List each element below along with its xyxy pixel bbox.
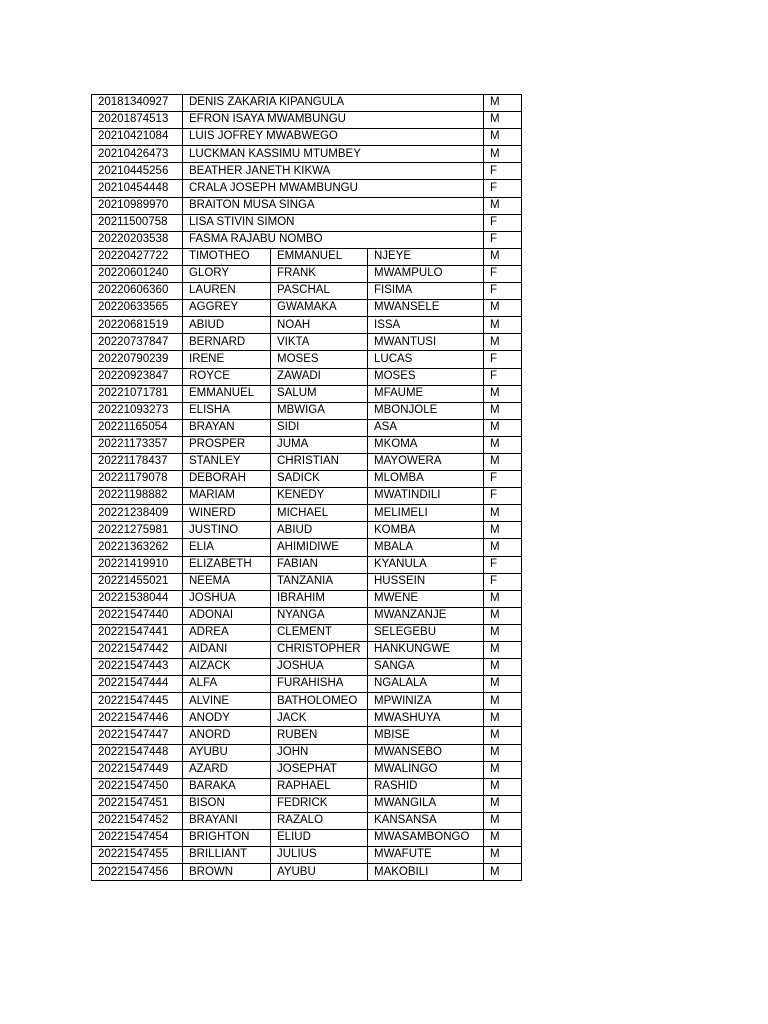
full-name-cell: LUIS JOFREY MWABWEGO <box>183 129 484 146</box>
middle-name-cell: FURAHISHA <box>271 676 368 693</box>
table-row <box>92 351 522 368</box>
middle-name-cell: FABIAN <box>271 556 368 573</box>
table-row <box>92 471 522 488</box>
first-name-cell: ROYCE <box>183 368 271 385</box>
table-row <box>92 505 522 522</box>
first-name-cell: ELIZABETH <box>183 556 271 573</box>
first-name-cell: IRENE <box>183 351 271 368</box>
first-name-cell: ADREA <box>183 624 271 641</box>
middle-name-cell: CHRISTIAN <box>271 453 368 470</box>
middle-name-cell: PASCHAL <box>271 283 368 300</box>
gender-cell: M <box>484 197 522 214</box>
gender-cell: M <box>484 642 522 659</box>
gender-cell: M <box>484 248 522 265</box>
first-name-cell: ABIUD <box>183 317 271 334</box>
gender-cell: F <box>484 265 522 282</box>
gender-cell: M <box>484 436 522 453</box>
middle-name-cell: MICHAEL <box>271 505 368 522</box>
gender-cell: M <box>484 419 522 436</box>
table-row <box>92 847 522 864</box>
gender-cell: F <box>484 368 522 385</box>
gender-cell: M <box>484 590 522 607</box>
full-name-cell: BEATHER JANETH KIKWA <box>183 163 484 180</box>
last-name-cell: MWANZANJE <box>368 607 484 624</box>
last-name-cell: ISSA <box>368 317 484 334</box>
middle-name-cell: JOHN <box>271 744 368 761</box>
table-row <box>92 317 522 334</box>
first-name-cell: TIMOTHEO <box>183 248 271 265</box>
registration-number-cell: 20221275981 <box>92 522 183 539</box>
gender-cell: M <box>484 795 522 812</box>
full-name-cell: FASMA RAJABU NOMBO <box>183 231 484 248</box>
table-row <box>92 676 522 693</box>
registration-number-cell: 20221547454 <box>92 830 183 847</box>
last-name-cell: MKOMA <box>368 436 484 453</box>
registration-number-cell: 20221198882 <box>92 488 183 505</box>
table-row <box>92 795 522 812</box>
middle-name-cell: CHRISTOPHER <box>271 642 368 659</box>
registration-number-cell: 20220427722 <box>92 248 183 265</box>
table-row <box>92 300 522 317</box>
last-name-cell: MBONJOLE <box>368 402 484 419</box>
middle-name-cell: BATHOLOMEO <box>271 693 368 710</box>
table-row <box>92 539 522 556</box>
middle-name-cell: SADICK <box>271 471 368 488</box>
registration-number-cell: 20220681519 <box>92 317 183 334</box>
last-name-cell: SANGA <box>368 659 484 676</box>
registration-number-cell: 20221547446 <box>92 710 183 727</box>
table-row <box>92 368 522 385</box>
first-name-cell: WINERD <box>183 505 271 522</box>
gender-cell: M <box>484 95 522 112</box>
table-row <box>92 761 522 778</box>
last-name-cell: MWAMPULO <box>368 265 484 282</box>
table-row <box>92 727 522 744</box>
last-name-cell: MWASHUYA <box>368 710 484 727</box>
first-name-cell: AIDANI <box>183 642 271 659</box>
full-name-cell: DENIS ZAKARIA KIPANGULA <box>183 95 484 112</box>
gender-cell: F <box>484 488 522 505</box>
last-name-cell: ASA <box>368 419 484 436</box>
last-name-cell: MAKOBILI <box>368 864 484 881</box>
first-name-cell: BARAKA <box>183 778 271 795</box>
table-row <box>92 573 522 590</box>
table-row <box>92 214 522 231</box>
first-name-cell: BROWN <box>183 864 271 881</box>
middle-name-cell: ABIUD <box>271 522 368 539</box>
middle-name-cell: AYUBU <box>271 864 368 881</box>
gender-cell: M <box>484 334 522 351</box>
table-row <box>92 453 522 470</box>
full-name-cell: EFRON ISAYA MWAMBUNGU <box>183 112 484 129</box>
registration-number-cell: 20221547449 <box>92 761 183 778</box>
middle-name-cell: JOSEPHAT <box>271 761 368 778</box>
last-name-cell: MAYOWERA <box>368 453 484 470</box>
table-row <box>92 607 522 624</box>
table-row <box>92 778 522 795</box>
first-name-cell: ADONAI <box>183 607 271 624</box>
gender-cell: M <box>484 453 522 470</box>
table-row <box>92 283 522 300</box>
last-name-cell: KOMBA <box>368 522 484 539</box>
first-name-cell: JUSTINO <box>183 522 271 539</box>
table-row <box>92 488 522 505</box>
first-name-cell: ALVINE <box>183 693 271 710</box>
table-row <box>92 112 522 129</box>
first-name-cell: ANORD <box>183 727 271 744</box>
table-row <box>92 624 522 641</box>
registration-number-cell: 20221547451 <box>92 795 183 812</box>
gender-cell: M <box>484 522 522 539</box>
middle-name-cell: GWAMAKA <box>271 300 368 317</box>
registration-number-cell: 20221178437 <box>92 453 183 470</box>
registration-number-cell: 20211500758 <box>92 214 183 231</box>
last-name-cell: MELIMELI <box>368 505 484 522</box>
registration-number-cell: 20220633565 <box>92 300 183 317</box>
first-name-cell: GLORY <box>183 265 271 282</box>
table-row <box>92 180 522 197</box>
gender-cell: F <box>484 556 522 573</box>
last-name-cell: NJEYE <box>368 248 484 265</box>
full-name-cell: BRAITON MUSA SINGA <box>183 197 484 214</box>
middle-name-cell: SALUM <box>271 385 368 402</box>
last-name-cell: SELEGEBU <box>368 624 484 641</box>
last-name-cell: MWASAMBONGO <box>368 830 484 847</box>
gender-cell: M <box>484 402 522 419</box>
gender-cell: M <box>484 539 522 556</box>
registration-number-cell: 20221455021 <box>92 573 183 590</box>
registration-number-cell: 20221547455 <box>92 847 183 864</box>
gender-cell: M <box>484 812 522 829</box>
table-row <box>92 402 522 419</box>
registration-number-cell: 20221165054 <box>92 419 183 436</box>
registration-number-cell: 20210445256 <box>92 163 183 180</box>
middle-name-cell: SIDI <box>271 419 368 436</box>
table-row <box>92 642 522 659</box>
table-row <box>92 129 522 146</box>
gender-cell: M <box>484 505 522 522</box>
gender-cell: M <box>484 300 522 317</box>
middle-name-cell: NOAH <box>271 317 368 334</box>
first-name-cell: BRILLIANT <box>183 847 271 864</box>
last-name-cell: MWENE <box>368 590 484 607</box>
first-name-cell: BRAYAN <box>183 419 271 436</box>
last-name-cell: NGALALA <box>368 676 484 693</box>
registration-number-cell: 20221547447 <box>92 727 183 744</box>
last-name-cell: FISIMA <box>368 283 484 300</box>
middle-name-cell: MOSES <box>271 351 368 368</box>
middle-name-cell: JACK <box>271 710 368 727</box>
student-roster-table <box>91 94 522 881</box>
registration-number-cell: 20201874513 <box>92 112 183 129</box>
first-name-cell: DEBORAH <box>183 471 271 488</box>
first-name-cell: MARIAM <box>183 488 271 505</box>
roster-body <box>92 95 522 881</box>
registration-number-cell: 20220606360 <box>92 283 183 300</box>
last-name-cell: KANSANSA <box>368 812 484 829</box>
gender-cell: M <box>484 129 522 146</box>
registration-number-cell: 20220737847 <box>92 334 183 351</box>
last-name-cell: MPWINIZA <box>368 693 484 710</box>
gender-cell: F <box>484 163 522 180</box>
registration-number-cell: 20221547442 <box>92 642 183 659</box>
last-name-cell: MWANTUSI <box>368 334 484 351</box>
last-name-cell: MWANSELE <box>368 300 484 317</box>
first-name-cell: AYUBU <box>183 744 271 761</box>
last-name-cell: MWALINGO <box>368 761 484 778</box>
first-name-cell: JOSHUA <box>183 590 271 607</box>
middle-name-cell: NYANGA <box>271 607 368 624</box>
last-name-cell: KYANULA <box>368 556 484 573</box>
table-row <box>92 590 522 607</box>
middle-name-cell: JOSHUA <box>271 659 368 676</box>
table-row <box>92 864 522 881</box>
table-row <box>92 385 522 402</box>
first-name-cell: BRAYANI <box>183 812 271 829</box>
middle-name-cell: AHIMIDIWE <box>271 539 368 556</box>
gender-cell: F <box>484 471 522 488</box>
last-name-cell: MWATINDILI <box>368 488 484 505</box>
middle-name-cell: FEDRICK <box>271 795 368 812</box>
table-row <box>92 265 522 282</box>
registration-number-cell: 20221173357 <box>92 436 183 453</box>
last-name-cell: HANKUNGWE <box>368 642 484 659</box>
table-row <box>92 146 522 163</box>
registration-number-cell: 20221179078 <box>92 471 183 488</box>
gender-cell: M <box>484 317 522 334</box>
middle-name-cell: JULIUS <box>271 847 368 864</box>
last-name-cell: HUSSEIN <box>368 573 484 590</box>
first-name-cell: NEEMA <box>183 573 271 590</box>
registration-number-cell: 20221419910 <box>92 556 183 573</box>
registration-number-cell: 20221238409 <box>92 505 183 522</box>
table-row <box>92 744 522 761</box>
registration-number-cell: 20221547452 <box>92 812 183 829</box>
registration-number-cell: 20221547440 <box>92 607 183 624</box>
registration-number-cell: 20210426473 <box>92 146 183 163</box>
last-name-cell: MLOMBA <box>368 471 484 488</box>
full-name-cell: CRALA JOSEPH MWAMBUNGU <box>183 180 484 197</box>
full-name-cell: LUCKMAN KASSIMU MTUMBEY <box>183 146 484 163</box>
middle-name-cell: VIKTA <box>271 334 368 351</box>
registration-number-cell: 20220203538 <box>92 231 183 248</box>
first-name-cell: AZARD <box>183 761 271 778</box>
registration-number-cell: 20210989970 <box>92 197 183 214</box>
gender-cell: M <box>484 676 522 693</box>
first-name-cell: EMMANUEL <box>183 385 271 402</box>
table-row <box>92 197 522 214</box>
last-name-cell: MFAUME <box>368 385 484 402</box>
registration-number-cell: 20221547445 <box>92 693 183 710</box>
registration-number-cell: 20221547456 <box>92 864 183 881</box>
gender-cell: M <box>484 727 522 744</box>
middle-name-cell: IBRAHIM <box>271 590 368 607</box>
first-name-cell: ALFA <box>183 676 271 693</box>
gender-cell: F <box>484 283 522 300</box>
registration-number-cell: 20221547448 <box>92 744 183 761</box>
gender-cell: M <box>484 761 522 778</box>
gender-cell: F <box>484 180 522 197</box>
registration-number-cell: 20221547441 <box>92 624 183 641</box>
registration-number-cell: 20221093273 <box>92 402 183 419</box>
middle-name-cell: JUMA <box>271 436 368 453</box>
table-row <box>92 334 522 351</box>
first-name-cell: AIZACK <box>183 659 271 676</box>
table-row <box>92 830 522 847</box>
table-row <box>92 710 522 727</box>
table-row <box>92 812 522 829</box>
registration-number-cell: 20210454448 <box>92 180 183 197</box>
middle-name-cell: RAZALO <box>271 812 368 829</box>
first-name-cell: ELISHA <box>183 402 271 419</box>
gender-cell: M <box>484 693 522 710</box>
registration-number-cell: 20220790239 <box>92 351 183 368</box>
last-name-cell: MBISE <box>368 727 484 744</box>
table-row <box>92 522 522 539</box>
registration-number-cell: 20221538044 <box>92 590 183 607</box>
first-name-cell: AGGREY <box>183 300 271 317</box>
gender-cell: M <box>484 830 522 847</box>
middle-name-cell: KENEDY <box>271 488 368 505</box>
gender-cell: F <box>484 351 522 368</box>
gender-cell: M <box>484 385 522 402</box>
gender-cell: M <box>484 659 522 676</box>
gender-cell: F <box>484 573 522 590</box>
first-name-cell: BRIGHTON <box>183 830 271 847</box>
gender-cell: F <box>484 231 522 248</box>
gender-cell: M <box>484 146 522 163</box>
middle-name-cell: RAPHAEL <box>271 778 368 795</box>
first-name-cell: BISON <box>183 795 271 812</box>
registration-number-cell: 20221547444 <box>92 676 183 693</box>
first-name-cell: ELIA <box>183 539 271 556</box>
gender-cell: F <box>484 214 522 231</box>
last-name-cell: LUCAS <box>368 351 484 368</box>
gender-cell: M <box>484 778 522 795</box>
registration-number-cell: 20220923847 <box>92 368 183 385</box>
registration-number-cell: 20221547443 <box>92 659 183 676</box>
gender-cell: M <box>484 847 522 864</box>
gender-cell: M <box>484 607 522 624</box>
registration-number-cell: 20210421084 <box>92 129 183 146</box>
middle-name-cell: FRANK <box>271 265 368 282</box>
registration-number-cell: 20181340927 <box>92 95 183 112</box>
last-name-cell: MBALA <box>368 539 484 556</box>
middle-name-cell: TANZANIA <box>271 573 368 590</box>
last-name-cell: MOSES <box>368 368 484 385</box>
first-name-cell: LAUREN <box>183 283 271 300</box>
registration-number-cell: 20220601240 <box>92 265 183 282</box>
middle-name-cell: EMMANUEL <box>271 248 368 265</box>
table-row <box>92 436 522 453</box>
first-name-cell: PROSPER <box>183 436 271 453</box>
last-name-cell: MWAFUTE <box>368 847 484 864</box>
first-name-cell: ANODY <box>183 710 271 727</box>
first-name-cell: BERNARD <box>183 334 271 351</box>
registration-number-cell: 20221547450 <box>92 778 183 795</box>
last-name-cell: MWANGILA <box>368 795 484 812</box>
middle-name-cell: ZAWADI <box>271 368 368 385</box>
gender-cell: M <box>484 624 522 641</box>
middle-name-cell: ELIUD <box>271 830 368 847</box>
first-name-cell: STANLEY <box>183 453 271 470</box>
gender-cell: M <box>484 112 522 129</box>
gender-cell: M <box>484 710 522 727</box>
registration-number-cell: 20221363262 <box>92 539 183 556</box>
table-row <box>92 163 522 180</box>
table-row <box>92 556 522 573</box>
table-row <box>92 248 522 265</box>
table-row <box>92 659 522 676</box>
table-row <box>92 693 522 710</box>
middle-name-cell: CLEMENT <box>271 624 368 641</box>
table-row <box>92 95 522 112</box>
registration-number-cell: 20221071781 <box>92 385 183 402</box>
full-name-cell: LISA STIVIN SIMON <box>183 214 484 231</box>
table-row <box>92 231 522 248</box>
last-name-cell: MWANSEBO <box>368 744 484 761</box>
gender-cell: M <box>484 744 522 761</box>
middle-name-cell: RUBEN <box>271 727 368 744</box>
last-name-cell: RASHID <box>368 778 484 795</box>
table-row <box>92 419 522 436</box>
middle-name-cell: MBWIGA <box>271 402 368 419</box>
gender-cell: M <box>484 864 522 881</box>
